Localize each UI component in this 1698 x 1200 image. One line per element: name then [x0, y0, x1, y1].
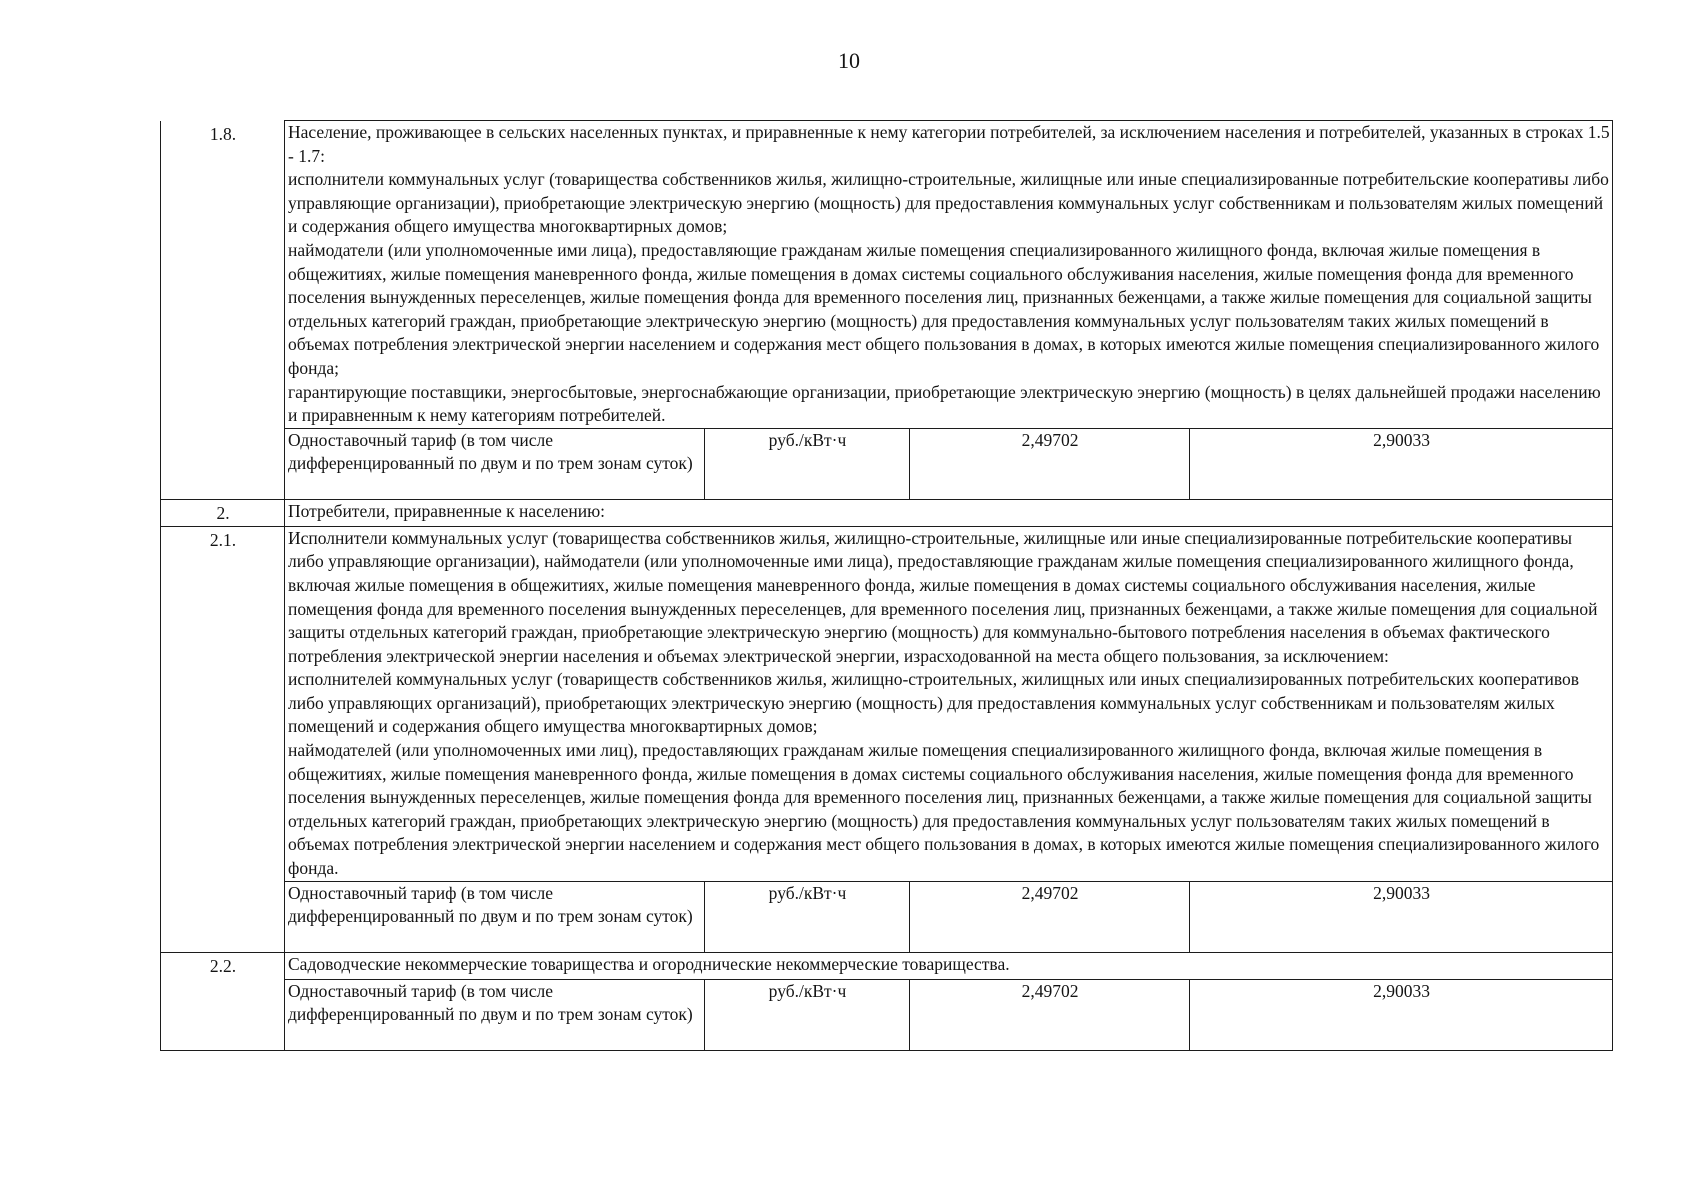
row-number-1-8: 1.8.	[161, 121, 285, 500]
table-row	[161, 428, 1613, 499]
row-number-2: 2.	[161, 499, 285, 526]
tariff-label: Одноставочный тариф (в том числе дифференцированный по двум и по трем зонам суток)	[285, 979, 705, 1050]
tariff-value-1: 2,49702	[910, 979, 1190, 1050]
row-description-2: Потребители, приравненные к населению:	[285, 499, 1613, 526]
tariff-value-1: 2,49702	[910, 428, 1190, 499]
tariff-unit: руб./кВт·ч	[705, 881, 910, 952]
tariff-label: Одноставочный тариф (в том числе дифференцированный по двум и по трем зонам суток)	[285, 881, 705, 952]
paragraph: наймодателей (или уполномоченных ими лиц), предоставляющих гражданам жилые помещения специализированного жилищного фонда, включая жилые помещения в общежитиях, жилые помещения маневренного фонда, жилые помещения в домах системы социального обслуживания населения, жилые помещения фонда для временного поселения вынужденных переселенцев, жилые помещения фонда для временного поселения лиц, признанных беженцами, а также жилые помещения для социальной защиты отдельных категорий граждан, приобретающих электрическую энергию (мощность) для предоставления коммунальных услуг пользователям таких жилых помещений в объемах потребления электрической энергии населением и содержания мест общего пользования в домах, в которых имеются жилые помещения специализированного жилого фонда.	[288, 740, 1600, 879]
table-row	[161, 979, 1613, 1050]
tariff-value-1: 2,49702	[910, 881, 1190, 952]
table-row	[161, 499, 1613, 526]
row-number-2-1: 2.1.	[161, 526, 285, 952]
paragraph: Исполнители коммунальных услуг (товарищества собственников жилья, жилищно-строительные, жилищные или иные специализированные потребительские кооперативы либо управляющие организации), наймодатели (или уполномоченные ими лица), предоставляющие гражданам жилые помещения специализированного жилищного фонда, включая жилые помещения в общежитиях, жилые помещения маневренного фонда, жилые помещения в домах системы социального обслуживания населения, жилые помещения фонда для временного поселения вынужденных переселенцев, для временного поселения лиц, признанных беженцами, а также жилые помещения для социальной защиты отдельных категорий граждан, приобретающие электрическую энергию (мощность) для коммунально-бытового потребления населения в объемах фактического потребления электрической энергии населения и объемах электрической энергии, израсходованной на места общего пользования, за исключением:	[288, 527, 1598, 666]
row-description-2-1	[285, 526, 1613, 881]
row-number-2-2: 2.2.	[161, 952, 285, 1050]
tariff-table	[160, 120, 1613, 1051]
table-row	[161, 881, 1613, 952]
paragraph: Население, проживающее в сельских населенных пунктах, и приравненные к нему категории потребителей, за исключением населения и потребителей, указанных в строках 1.5 - 1.7:	[288, 122, 1610, 166]
paragraph: исполнителей коммунальных услуг (товариществ собственников жилья, жилищно-строительных, жилищных или иных специализированных потребительских кооперативов либо управляющих организаций), приобретающих электрическую энергию (мощность) для предоставления коммунальных услуг собственникам и пользователям жилых помещений и содержания общего имущества многоквартирных домов;	[288, 669, 1580, 737]
tariff-value-2: 2,90033	[1190, 881, 1613, 952]
page-number: 10	[838, 48, 860, 73]
tariff-value-2: 2,90033	[1190, 428, 1613, 499]
tariff-unit: руб./кВт·ч	[705, 979, 910, 1050]
tariff-value-2: 2,90033	[1190, 979, 1613, 1050]
tariff-unit: руб./кВт·ч	[705, 428, 910, 499]
table-row	[161, 121, 1613, 429]
paragraph: гарантирующие поставщики, энергосбытовые, энергоснабжающие организации, приобретающие электрическую энергию (мощность) в целях дальнейшей продажи населению и приравненным к нему категориям потребителей.	[288, 381, 1601, 426]
paragraph: исполнители коммунальных услуг (товарищества собственников жилья, жилищно-строительные, жилищные или иные специализированные потребительские кооперативы либо управляющие организации), приобретающие электрическую энергию (мощность) для предоставления коммунальных услуг собственникам и пользователям жилых помещений и содержания общего имущества многоквартирных домов;	[288, 169, 1609, 237]
row-description-2-2: Садоводческие некоммерческие товарищества и огороднические некоммерческие товарищества.	[285, 952, 1613, 979]
table-row	[161, 952, 1613, 979]
table-row	[161, 526, 1613, 881]
row-description-1-8	[285, 121, 1613, 429]
tariff-label: Одноставочный тариф (в том числе дифференцированный по двум и по трем зонам суток)	[285, 428, 705, 499]
paragraph: наймодатели (или уполномоченные ими лица), предоставляющие гражданам жилые помещения специализированного жилищного фонда, включая жилые помещения в общежитиях, жилые помещения маневренного фонда, жилые помещения в домах системы социального обслуживания населения, жилые помещения фонда для временного поселения вынужденных переселенцев, жилые помещения фонда для временного поселения лиц, признанных беженцами, а также жилые помещения для социальной защиты отдельных категорий граждан, приобретающие электрическую энергию (мощность) для предоставления коммунальных услуг пользователям таких жилых помещений в объемах потребления электрической энергии населением и содержания мест общего пользования в домах, в которых имеются жилые помещения специализированного жилого фонда;	[288, 239, 1600, 378]
